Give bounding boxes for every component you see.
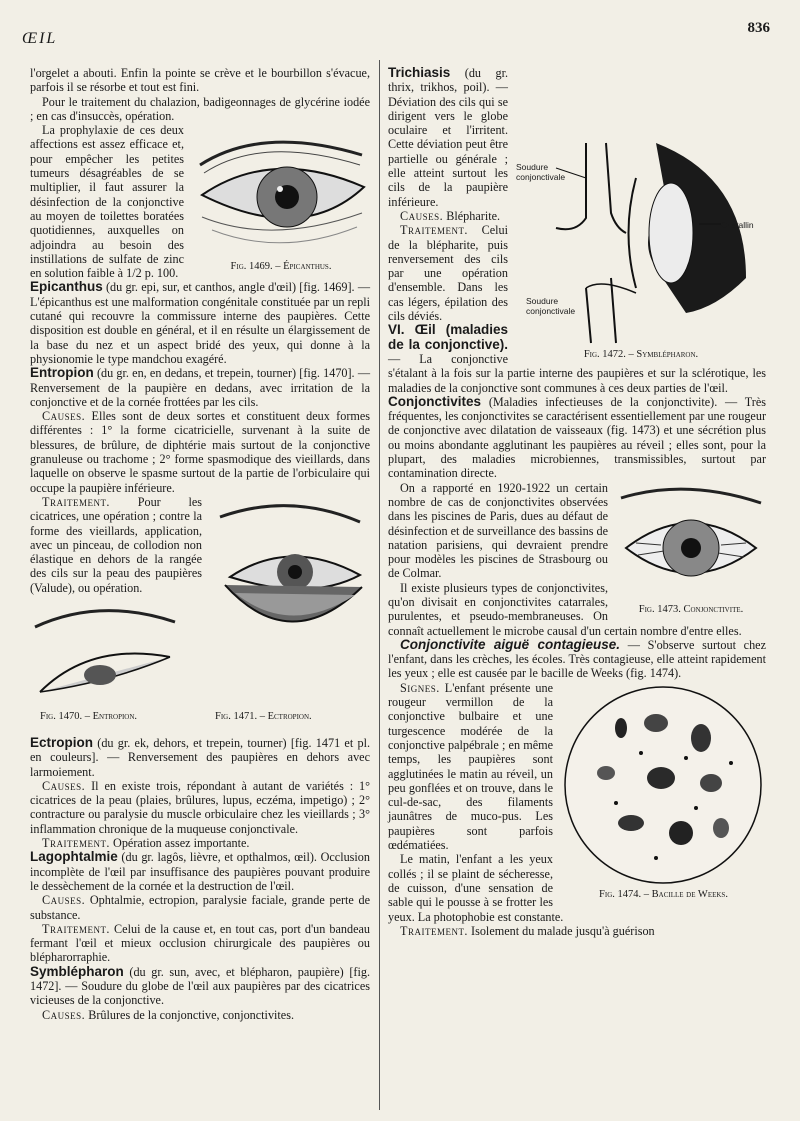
section-conjonctive: VI. Œil (maladies de la conjonctive). — La conjonctive s'étalant à la fois sur la partie interne des paupières et sur la sclérotique, les maladies de la conjonctive sont communes à ces deux parties de l'œil.: [388, 322, 766, 395]
trichiasis-traitement: Traitement. Celui de la blépharite, puis renversement des cils par une opération d'ensemble. Dans les cas légers, épilation des cils déviés.: [388, 223, 508, 324]
ectropion-eye-illustration: [210, 497, 370, 667]
figure-1472: [516, 138, 766, 362]
paragraph-signes: Signes. L'enfant présente une rougeur vermillon de la conjonctive bulbaire et une turgescence modérée de la conjonctive palpébrale ; en même temps, les paupières sont agglutinées le matin au réveil, un peu gonflées et on trouve, dans le cul-de-sac, des filaments jaunâtres de muco-pus. Les paupières sont parfois œdématiées.: [388, 680, 554, 853]
entry-epicanthus: Epicanthus (du gr. epi, sur, et canthos, angle d'œil) [fig. 1469]. — L'épicanthus est une malformation congénitale constituée par un repli cutané qui recouvre la commissure interne des paupières. Cette disposition est double en général, et il en résulte un élargissement de la base du nez et un aspect bridé des yeux, qui donne à la physionomie le type mandchou exagéré.: [30, 279, 371, 366]
entropion-eye-illustration: [30, 597, 180, 705]
headword-symblepharon: Symblépharon: [30, 963, 124, 979]
epicanthus-eye-illustration: [192, 125, 370, 260]
conjonctivite-eye-illustration: [616, 483, 766, 603]
paragraph-piscines: On a rapporté en 1920-1922 un certain nombre de cas de conjonctivites observées dans les piscines de Paris, dues au défaut de désinfection et de surveillance des bassins de natation parisiens, qui devraient prendre pour modèles les piscines de Strasbourg ou de Colmar.: [388, 480, 608, 581]
paragraph-prophylaxie: La prophylaxie de ces deux affections est assez efficace et, pour empêcher les petites tumeurs désagréables de se multiplier, il faut assurer la désinfection de la conjonctive au moyen de toilettes boratées quotidiennes, auxquelles on adjoindra au besoin des instillations de sulfate de zinc en solution faible à 1/2 p. 100.: [30, 123, 184, 281]
figure-1473: [616, 483, 766, 617]
bacille-weeks-micrograph: [561, 683, 766, 888]
entry-entropion: Entropion (du gr. en, en dedans, et trepein, tourner) [fig. 1470]. — Renversement de la paupière en dedans, avec irritation de la conjonctive et de la cornée frottées par les cils.: [30, 365, 371, 409]
ectropion-causes: Causes. Il en existe trois, répondant à autant de variétés : 1° cicatrices de la peau (plaies, brûlures, lupus, eczéma, impetigo) ; 2° contracture ou paralysie du muscle orbiculaire chez les vieillards ; 3° inflammation chronique de la muqueuse conjonctivale.: [30, 778, 371, 836]
figure-1472-caption: Fig. 1472. – Symblépharon.: [583, 349, 699, 360]
paragraph-matin: Le matin, l'enfant a les yeux collés ; il se plaint de sécheresse, de cuisson, d'une sensation de sable qui le pousse à se frotter les yeux. La photophobie est constante.: [388, 852, 564, 924]
figure-1474: [561, 683, 766, 902]
headword-conjonctivites: Conjonctivites: [388, 393, 482, 409]
headword-trichiasis: Trichiasis: [388, 65, 451, 80]
aigue-traitement: Traitement. Isolement du malade jusqu'à guérison: [400, 923, 655, 938]
lagophtalmie-traitement: Traitement. Celui de la cause et, en tout cas, port d'un bandeau fermant l'œil et mieux occlusion chirurgicale des paupières ou blépharorraphie.: [30, 921, 370, 965]
right-column: [388, 66, 766, 938]
label-soudure-bottom: Soudure conjonctivale: [526, 296, 576, 316]
headword-lagophtalmie: Lagophtalmie: [30, 849, 118, 865]
headword-epicanthus: Epicanthus: [30, 279, 103, 295]
headword-ectropion: Ectropion: [30, 734, 93, 750]
entry-trichiasis: Trichiasis (du gr. thrix, trikhos, poil). — Déviation des cils qui se dirigent vers le globe oculaire et l'irritent. Cette déviation peut être partielle ou générale ; elle atteint surtout les cils de la paupière inférieure.: [388, 65, 508, 209]
entropion-traitement: Traitement. Pour les cicatrices, une opération ; contre la forme des vieillards, application, avec un pinceau, de collodion non élastique en dehors de la rangée des cils sur la peau des paupières (Valude), ou opération.: [30, 494, 203, 595]
page-number: 836: [747, 20, 770, 36]
paragraph-chalazion: Pour le traitement du chalazion, badigeonnages de glycérine iodée ; en cas d'insuccès, opération.: [30, 94, 370, 123]
label-cristallin: Cristallin: [721, 220, 754, 230]
lagophtalmie-causes: Causes. Ophtalmie, ectropion, paralysie faciale, grande perte de substance.: [30, 893, 371, 922]
entry-conjonctivite-aigue: Conjonctivite aiguë contagieuse. — S'observe surtout chez l'enfant, dans les crèches, les écoles. Très contagieuse, elle atteint rapidement les yeux ; elle est causée par le bacille de Weeks (fig. 1474).: [388, 636, 766, 681]
figure-1470-caption: Fig. 1470. – Entropion.: [40, 710, 138, 722]
column-divider: [379, 60, 380, 1110]
figure-1469-caption: Fig. 1469. – Épicanthus.: [230, 261, 332, 273]
headword-entropion: Entropion: [30, 365, 94, 381]
headword-conjonctivite-aigue: Conjonctivite aiguë contagieuse.: [400, 636, 621, 652]
section-heading-conjonctive: VI. Œil (maladies de la conjonctive).: [388, 322, 508, 352]
captions-row-1470-1471: [30, 708, 370, 726]
entry-lagophtalmie: Lagophtalmie (du gr. lagôs, lièvre, et opthalmos, œil). Occlusion incomplète de l'œil par insuffisance des paupières pouvant produire le dessèchement de la cornée et la destruction de l'œil.: [30, 849, 370, 893]
entry-symblepharon: Symblépharon (du gr. sun, avec, et blépharon, paupière) [fig. 1472]. — Soudure du globe de l'œil aux paupières par des cicatrices vicieuses de la conjonctive.: [30, 963, 370, 1008]
trichiasis-causes: Causes. Blépharite.: [400, 208, 501, 223]
running-head: ŒIL: [22, 30, 58, 47]
ectropion-traitement: Traitement. Opération assez importante.: [42, 836, 250, 851]
paragraph-types: Il existe plusieurs types de conjonctivites, qu'on divisait en conjonctivites catarrales, purulentes, et pseudo-membraneuses. On connaît actuellement le microbe causal d'un certain nombre d'entre elles.: [388, 580, 742, 638]
symblepharon-causes: Causes. Brûlures de la conjonctive, conjonctivites.: [42, 1007, 295, 1022]
figure-1470: [30, 597, 180, 705]
page-header: [0, 0, 800, 50]
figure-1471-caption: Fig. 1471. – Ectropion.: [215, 710, 312, 722]
entropion-causes: Causes. Elles sont de deux sortes et constituent deux formes différentes : 1° la forme cicatricielle, survenant à la suite de blessures, de brûlure, de diphtérie mais surtout de la conjonctive granuleuse ou trachome ; 2° forme spasmodique des vieillards, dans laquelle on observe le spasme surtout de la partie de l'orbiculaire qui occupe la paupière inférieure.: [30, 409, 371, 495]
figure-1474-caption: Fig. 1474. – Bacille de Weeks.: [599, 888, 728, 900]
figure-1473-caption: Fig. 1473. Conjonctivite.: [638, 603, 744, 615]
label-soudure-top: Soudure conjonctivale: [516, 162, 566, 182]
paragraph-orgelet: l'orgelet a abouti. Enfin la pointe se crève et le bourbillon s'évacue, parfois il se résorbe et tout est fini.: [30, 66, 370, 95]
entry-conjonctivites: Conjonctivites (Maladies infectieuses de la conjonctivite). — Très fréquentes, les conjonctivites se caractérisent essentiellement par une rougeur de conjonctive avec dilatation de vaisseaux (fig. 1473) et une sécrétion plus ou moins abondante agglutinant les paupières au réveil ; elles sont, pour la plupart, des maladies microbiennes, transmissibles, surtout par contamination directe.: [388, 393, 766, 481]
left-column: [30, 66, 370, 1022]
figure-1471: [210, 497, 370, 667]
entry-ectropion: Ectropion (du gr. ek, dehors, et trepein, tourner) [fig. 1471 et pl. en couleurs]. — Renversement des paupières en dehors avec larmoiement.: [30, 734, 370, 779]
figure-1469: [192, 125, 370, 274]
